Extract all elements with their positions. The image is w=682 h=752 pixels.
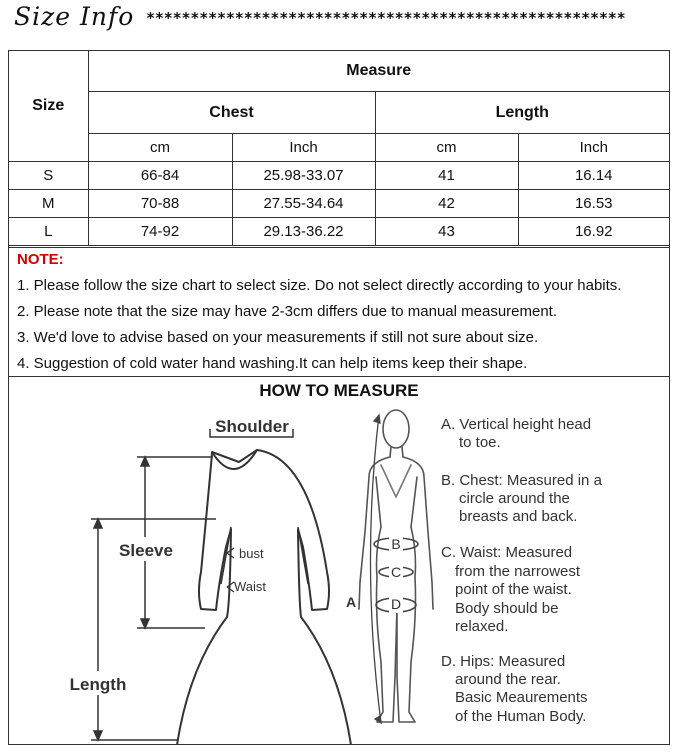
note-title: NOTE: <box>17 251 64 268</box>
unit-chest-inch: Inch <box>232 134 375 162</box>
note-item: 1. Please follow the size chart to select size. Do not select directly according to your habits. <box>17 277 622 294</box>
length-header: Length <box>375 92 669 134</box>
legend-line: C. Waist: Measured <box>441 544 573 561</box>
measure-illustration <box>9 377 669 744</box>
chest-cm-cell: 74-92 <box>88 218 232 246</box>
table-row <box>9 162 669 190</box>
legend-line: to toe. <box>459 434 501 451</box>
page-header <box>0 0 682 44</box>
legend-line: Body should be <box>455 600 559 617</box>
legend-line: from the narrowest <box>455 563 581 580</box>
body-label-d: D <box>390 596 402 612</box>
legend-line: B. Chest: Measured in a <box>441 472 602 489</box>
table-row <box>9 218 669 246</box>
unit-chest-cm: cm <box>88 134 232 162</box>
chest-cm-cell: 66-84 <box>88 162 232 190</box>
legend-line: Basic Meaurements <box>455 689 588 706</box>
chest-inch-cell: 25.98-33.07 <box>232 162 375 190</box>
length-cm-cell: 42 <box>375 190 518 218</box>
length-inch-cell: 16.14 <box>518 162 669 190</box>
length-inch-cell: 16.53 <box>518 190 669 218</box>
chest-header: Chest <box>88 92 375 134</box>
shoulder-label: Shoulder <box>215 417 289 436</box>
unit-length-inch: Inch <box>518 134 669 162</box>
length-cm-cell: 43 <box>375 218 518 246</box>
size-cell: L <box>9 218 88 246</box>
dress-figure <box>177 450 351 744</box>
sleeve-label: Sleeve <box>119 541 173 560</box>
size-info-frame <box>8 50 670 745</box>
legend-line: relaxed. <box>455 618 509 635</box>
size-header: Size <box>9 51 88 162</box>
note-item: 4. Suggestion of cold water hand washing.It can help items keep their shape. <box>17 355 528 372</box>
legend-line: D. Hips: Measured <box>441 653 566 670</box>
body-label-a: A <box>346 594 357 610</box>
length-cm-cell: 41 <box>375 162 518 190</box>
body-label-c: C <box>390 564 402 580</box>
measure-header: Measure <box>88 51 669 92</box>
how-to-measure-title: HOW TO MEASURE <box>259 381 419 400</box>
body-label-b: B <box>391 536 401 552</box>
note-item: 2. Please note that the size may have 2-3cm differs due to manual measurement. <box>17 303 558 320</box>
size-table <box>9 51 669 246</box>
note-item: 3. We'd love to advise based on your measurements if still not sure about size. <box>17 329 539 346</box>
legend-line: breasts and back. <box>459 508 578 525</box>
size-cell: S <box>9 162 88 190</box>
page-title: Size Info <box>14 2 135 31</box>
legend-line: of the Human Body. <box>455 708 587 725</box>
chest-inch-cell: 29.13-36.22 <box>232 218 375 246</box>
bust-label: bust <box>239 546 264 561</box>
how-to-measure-section <box>9 377 669 744</box>
waist-label: Waist <box>234 579 267 594</box>
measure-legend <box>441 416 603 725</box>
size-cell: M <box>9 190 88 218</box>
length-inch-cell: 16.92 <box>518 218 669 246</box>
length-label: Length <box>69 675 127 694</box>
chest-cm-cell: 70-88 <box>88 190 232 218</box>
table-row <box>9 190 669 218</box>
legend-line: around the rear. <box>455 671 561 688</box>
chest-inch-cell: 27.55-34.64 <box>232 190 375 218</box>
legend-line: A. Vertical height head <box>441 416 592 433</box>
legend-line: circle around the <box>459 490 570 507</box>
unit-length-cm: cm <box>375 134 518 162</box>
decorative-stars: ****************************************************** <box>146 9 626 27</box>
legend-line: point of the waist. <box>455 581 572 598</box>
notes-section <box>9 247 669 377</box>
